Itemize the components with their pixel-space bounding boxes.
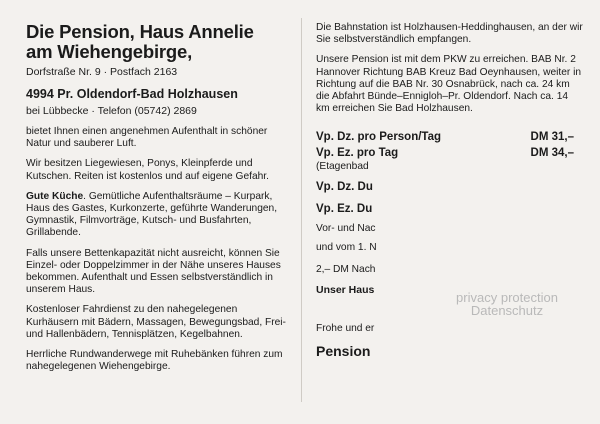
price-label-double-shower: Vp. Dz. Du bbox=[316, 181, 373, 194]
price-amount-single: DM 34,– bbox=[530, 147, 574, 160]
kitchen-paragraph bbox=[26, 191, 288, 240]
surcharge-line: 2,– DM Nach bbox=[316, 263, 376, 275]
kitchen-heading: Gute Küche bbox=[26, 190, 84, 202]
privacy-line-1: privacy protection bbox=[456, 290, 558, 305]
greeting-line: Frohe und er bbox=[316, 323, 375, 335]
price-row-single bbox=[316, 145, 584, 161]
privacy-overlay bbox=[422, 291, 592, 317]
privacy-line-2: Datenschutz bbox=[470, 303, 544, 318]
hiking-paragraph: Herrliche Rundwanderwege mit Ruhebänken führen zum nahegelegenen Wiehengebirge. bbox=[26, 349, 283, 373]
price-label-double: Vp. Dz. pro Person/Tag bbox=[316, 131, 442, 144]
shuttle-paragraph: Kostenloser Fahrdienst zu den nahegelegenen Kurhäusern mit Bädern, Massagen, Bewegungsbad, Frei- und Hallenbädern, Tennisplätzen, Kegelbahnen. bbox=[26, 304, 286, 340]
left-column bbox=[26, 22, 288, 373]
car-directions-paragraph: Unsere Pension ist mit dem PKW zu erreichen. BAB Nr. 2 Hannover Richtung BAB Kreuz Bad Oeynhausen, weiter in Richtung auf die BAB Nr. 30 Osnabrück, nach ca. 24 km die Abfahrt Bünde–Ennigloh–Pr. Oldendorf. Nach ca. 14 km erreichen Sie Bad Holzhausen. bbox=[316, 54, 582, 115]
price-row-double bbox=[316, 129, 584, 145]
price-amount-double: DM 31,– bbox=[530, 131, 574, 144]
address-line: Dorfstraße Nr. 9 · Postfach 2163 bbox=[26, 66, 178, 78]
kitchen-text: . Gemütliche Aufenthaltsräume – Kurpark, Haus des Gastes, Kurkonzerte, geführte Wanderungen, Gymnastik, Filmvorträge, Kutsch- und Busfahrten, Grillabende. bbox=[26, 190, 278, 239]
price-label-single-shower: Vp. Ez. Du bbox=[316, 203, 373, 216]
house-line: Unser Haus bbox=[316, 284, 375, 297]
price-label-single: Vp. Ez. pro Tag bbox=[316, 147, 399, 160]
price-note: (Etagenbad bbox=[316, 161, 369, 173]
price-row-double-shower bbox=[316, 179, 584, 195]
signature-pension: Pension bbox=[316, 343, 371, 360]
phone-line: bei Lübbecke · Telefon (05742) 2869 bbox=[26, 105, 197, 117]
intro-paragraph: bietet Ihnen einen angenehmen Aufenthalt in schöner Natur und sauberer Luft. bbox=[26, 126, 268, 150]
title-line-1: Die Pension, Haus Annelie bbox=[26, 21, 254, 42]
season-line-2: und vom 1. N bbox=[316, 241, 377, 253]
city-line: 4994 Pr. Oldendorf-Bad Holzhausen bbox=[26, 87, 238, 101]
column-divider bbox=[301, 18, 302, 402]
season-line-1: Vor- und Nac bbox=[316, 223, 376, 235]
title-line-2: am Wiehengebirge, bbox=[26, 41, 193, 62]
price-row-single-shower bbox=[316, 201, 584, 217]
train-paragraph: Die Bahnstation ist Holzhausen-Heddinghausen, an der wir Sie selbstverständlich empfangen. bbox=[316, 22, 583, 46]
amenities-paragraph: Wir besitzen Liegewiesen, Ponys, Kleinpferde und Kutschen. Reiten ist kostenlos und auf eigene Gefahr. bbox=[26, 158, 269, 182]
capacity-paragraph: Falls unsere Bettenkapazität nicht ausreicht, können Sie Einzel- oder Doppelzimmer in der Nähe unseres Hauses bekommen. Aufenthalt und Essen selbstverständlich in unserem Haus. bbox=[26, 247, 281, 296]
